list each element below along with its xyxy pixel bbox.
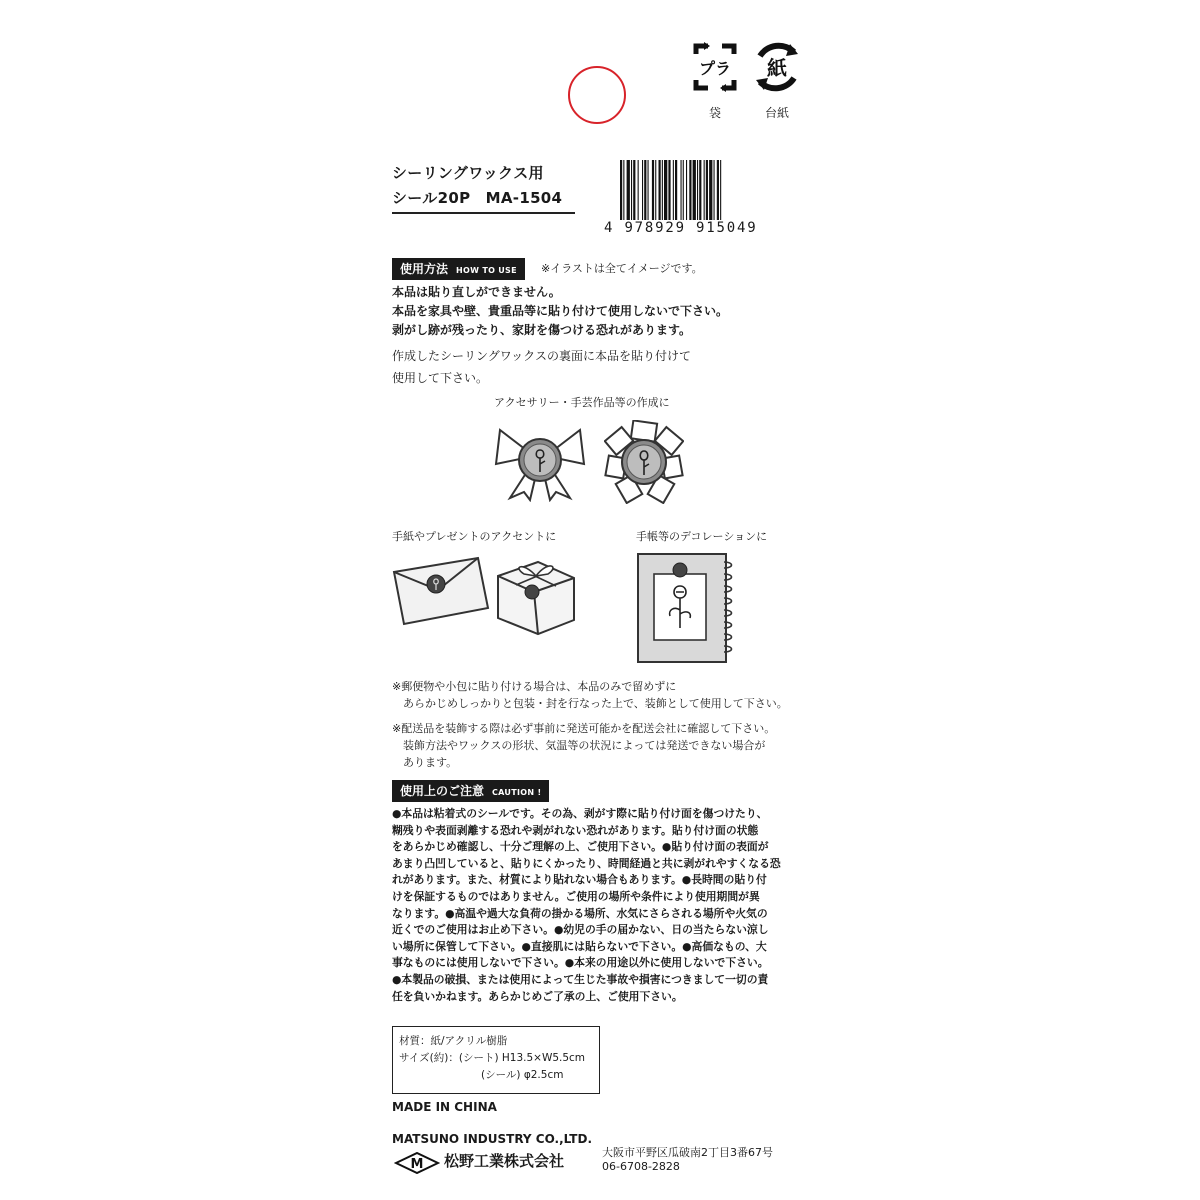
caption-notebook: 手帳等のデコレーションに [636, 530, 768, 543]
barcode-bar [706, 160, 708, 220]
caution-line: 糊残りや表面剥離する恐れや剥がれない恐れがあります。貼り付け面の状態 [392, 823, 759, 837]
paper-recycle-icon [750, 40, 804, 94]
envelope-illustration [392, 556, 490, 626]
company-logo-letter: M [410, 1157, 424, 1172]
usage-warning [392, 283, 728, 340]
hang-hole [568, 66, 626, 124]
usage-instruction-line: 作成したシーリングワックスの裏面に本品を貼り付けて [392, 349, 692, 363]
company-name-en: MATSUNO INDUSTRY CO.,LTD. [392, 1132, 593, 1146]
barcode-bar [686, 160, 687, 220]
spec-size-sheet: サイズ(約)：(シート) H13.5×W5.5cm [399, 1052, 586, 1064]
plastic-mark-text: プラ [698, 59, 732, 78]
barcode [618, 160, 792, 220]
barcode-bar [717, 160, 719, 220]
barcode-bar [704, 160, 705, 220]
plastic-recycle-label: 袋 [708, 106, 721, 120]
ribbon-bow-illustration [494, 418, 586, 502]
shipping-note-line: 装飾方法やワックスの形状、気温等の状況によっては発送できない場合が [392, 739, 766, 752]
barcode-bar [720, 160, 721, 220]
barcode-bar [642, 160, 643, 220]
caution-line: 近くでのご使用はお止め下さい。●幼児の手の届かない、日の当たらない涼し [392, 923, 769, 937]
paper-recycle-label: 台紙 [764, 106, 789, 120]
plastic-recycle-icon [688, 40, 742, 94]
barcode-bar [631, 160, 632, 220]
company-logo-icon [394, 1152, 440, 1174]
company-name-jp: 松野工業株式会社 [444, 1152, 565, 1170]
barcode-bar [693, 160, 696, 220]
barcode-bar [681, 160, 682, 220]
caution-line: ●本製品の破損、または使用によって生じた事故や損害につきまして一切の責 [392, 972, 769, 986]
barcode-bar [644, 160, 646, 220]
caution-line: をあらかじめ確認し、十分ご理解の上、ご使用下さい。●貼り付け面の表面が [392, 840, 769, 854]
barcode-digits: 4 978929 915049 [604, 220, 758, 236]
how-to-use-heading-jp: 使用方法 [400, 262, 449, 276]
barcode-bar [668, 160, 670, 220]
company-phone: 06-6708-2828 [602, 1160, 680, 1173]
caution-line: い場所に保管して下さい。●直接肌には貼らないで下さい。●高価なもの、大 [392, 939, 767, 953]
how-to-use-heading [392, 258, 525, 280]
caution-line: ●本品は粘着式のシールです。その為、剥がす際に貼り付け面を傷つけたり、 [392, 807, 768, 820]
spec-size-seal: (シール) φ2.5cm [481, 1069, 564, 1081]
barcode-bar [699, 160, 701, 220]
barcode-bar [697, 160, 698, 220]
usage-warning-line: 本品を家具や壁、貴重品等に貼り付けて使用しないで下さい。 [392, 304, 729, 318]
caution-line: 任を負いかねます。あらかじめご了承の上、ご使用下さい。 [392, 989, 683, 1003]
caution-line: れがあります。また、材質により貼れない場合もあります。●長時間の貼り付 [392, 873, 767, 887]
notebook-illustration [636, 552, 740, 664]
usage-instruction-line: 使用して下さい。 [392, 371, 489, 385]
barcode-bar [689, 160, 691, 220]
paper-mark-text: 紙 [767, 56, 787, 80]
barcode-bar [652, 160, 654, 220]
country-of-origin: MADE IN CHINA [392, 1100, 497, 1114]
spec-material: 材質：紙/アクリル樹脂 [399, 1035, 508, 1047]
caution-line: けを保証するものではありません。ご使用の場所や条件により使用期間が異 [392, 889, 760, 903]
caution-text [392, 806, 802, 1005]
barcode-bar [673, 160, 674, 220]
title-underline [392, 212, 575, 214]
barcode-bar [623, 160, 624, 220]
barcode-bar [662, 160, 663, 220]
shipping-note-2 [392, 720, 775, 771]
caution-line: なります。●高温や過大な負荷の掛かる場所、水気にさらされる場所や火気の [392, 906, 768, 920]
caution-line: 事なものには使用しないで下さい。●本来の用途以外に使用しないで下さい。 [392, 956, 769, 970]
barcode-bar [675, 160, 677, 220]
barcode-bar [648, 160, 649, 220]
barcode-bar [627, 160, 630, 220]
spec-box [392, 1026, 600, 1094]
caption-letter: 手紙やプレゼントのアクセントに [392, 530, 557, 543]
how-to-use-heading-en: HOW TO USE [456, 266, 517, 275]
illustration-note: ※イラストは全てイメージです。 [541, 262, 703, 275]
shipping-note-line: ※配送品を装飾する際は必ず事前に発送可能かを配送会社に確認して下さい。 [392, 722, 776, 735]
barcode-bar [714, 160, 715, 220]
company-address: 大阪市平野区瓜破南2丁目3番67号 [602, 1146, 773, 1159]
caution-line: あまり凸凹していると、貼りにくかったり、時間経過と共に剥がれやすくなる恐 [392, 856, 781, 870]
caution-heading [392, 780, 549, 802]
caption-accessory: アクセサリー・手芸作品等の作成に [494, 396, 670, 409]
product-title-line2: シール20P MA-1504 [392, 189, 563, 207]
usage-warning-line: 剥がし跡が残ったり、家財を傷つける恐れがあります。 [392, 323, 692, 337]
usage-instruction [392, 345, 691, 389]
usage-warning-line: 本品は貼り直しができません。 [392, 285, 561, 299]
barcode-bar [655, 160, 656, 220]
shipping-note-line: ※郵便物や小包に貼り付ける場合は、本品のみで留めずに [392, 680, 677, 693]
barcode-bar [620, 160, 622, 220]
product-title-line1: シーリングワックス用 [392, 164, 544, 182]
rosette-illustration [604, 420, 684, 504]
shipping-note-line: あります。 [392, 756, 458, 769]
barcode-bar [638, 160, 639, 220]
present-box-illustration [494, 552, 578, 636]
shipping-note-1 [392, 678, 788, 712]
barcode-bar [709, 160, 712, 220]
barcode-bar [683, 160, 684, 220]
shipping-note-line: あらかじめしっかりと包装・封を行なった上で、装飾として使用して下さい。 [392, 697, 788, 710]
barcode-bar [633, 160, 635, 220]
caution-heading-jp: 使用上のご注意 [400, 784, 485, 798]
product-title [392, 162, 575, 208]
barcode-bar [659, 160, 661, 220]
caution-heading-en: CAUTION ! [492, 788, 542, 797]
barcode-bar [664, 160, 667, 220]
